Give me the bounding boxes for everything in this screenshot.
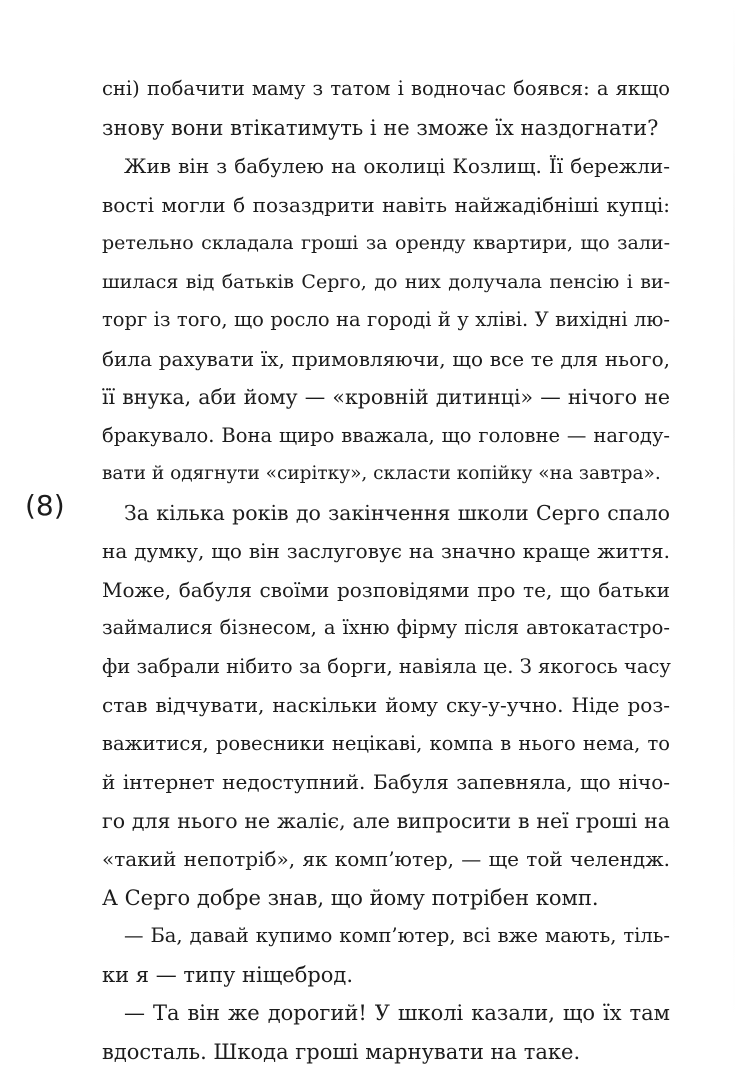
text-line: її внука, аби йому — «кровній дитинці» — нічого не	[102, 378, 670, 417]
text-line: шилася від батьків Серго, до них долучала пенсію і ви-	[102, 263, 670, 302]
text-line: А Серго добре знав, що йому потрібен комп.	[102, 879, 670, 918]
text-line: ретельно складала гроші за оренду квартири, що зали-	[102, 224, 670, 263]
text-line: го для нього не жаліє, але випросити в неї гроші на	[102, 802, 670, 841]
text-line: ки я — типу ніщеброд.	[102, 956, 670, 995]
text-line: вати й одягнути «сирітку», скласти копійку «на завтра».	[102, 455, 670, 494]
text-line: займалися бізнесом, а їхню фірму після автокатастро-	[102, 609, 670, 648]
text-line: важитися, ровесники нецікаві, компа в нього нема, то	[102, 725, 670, 764]
body-text	[102, 70, 670, 1071]
page-number: (8)	[25, 486, 75, 526]
text-line: — Та він же дорогий! У школі казали, що їх там	[102, 994, 670, 1033]
text-line: вості могли б позаздрити навіть найжадібніші купці:	[102, 186, 670, 225]
text-line: на думку, що він заслуговує на значно краще життя.	[102, 532, 670, 571]
text-line: знову вони втікатимуть і не зможе їх наздогнати?	[102, 109, 670, 148]
text-line: За кілька років до закінчення школи Серго спало	[102, 494, 670, 533]
text-line: — Ба, давай купимо комп’ютер, всі вже мають, тіль-	[102, 917, 670, 956]
text-line: фи забрали нібито за борги, навіяла це. З якогось часу	[102, 648, 670, 687]
text-line: Жив він з бабулею на околиці Козлищ. Її бережли-	[102, 147, 670, 186]
text-line: й інтернет недоступний. Бабуля запевняла, що нічо-	[102, 763, 670, 802]
text-line: бракувало. Вона щиро вважала, що головне — нагоду-	[102, 417, 670, 456]
text-line: торг із того, що росло на городі й у хліві. У вихідні лю-	[102, 301, 670, 340]
text-line: била рахувати їх, примовляючи, що все те для нього,	[102, 340, 670, 379]
text-line: став відчувати, наскільки йому ску-у-учно. Ніде роз-	[102, 686, 670, 725]
text-line: сні) побачити маму з татом і водночас боявся: а якщо	[102, 70, 670, 109]
text-line: «такий непотріб», як комп’ютер, — ще той челендж.	[102, 840, 670, 879]
text-line: вдосталь. Шкода гроші марнувати на таке.	[102, 1033, 670, 1071]
text-line: Може, бабуля своїми розповідями про те, що батьки	[102, 571, 670, 610]
